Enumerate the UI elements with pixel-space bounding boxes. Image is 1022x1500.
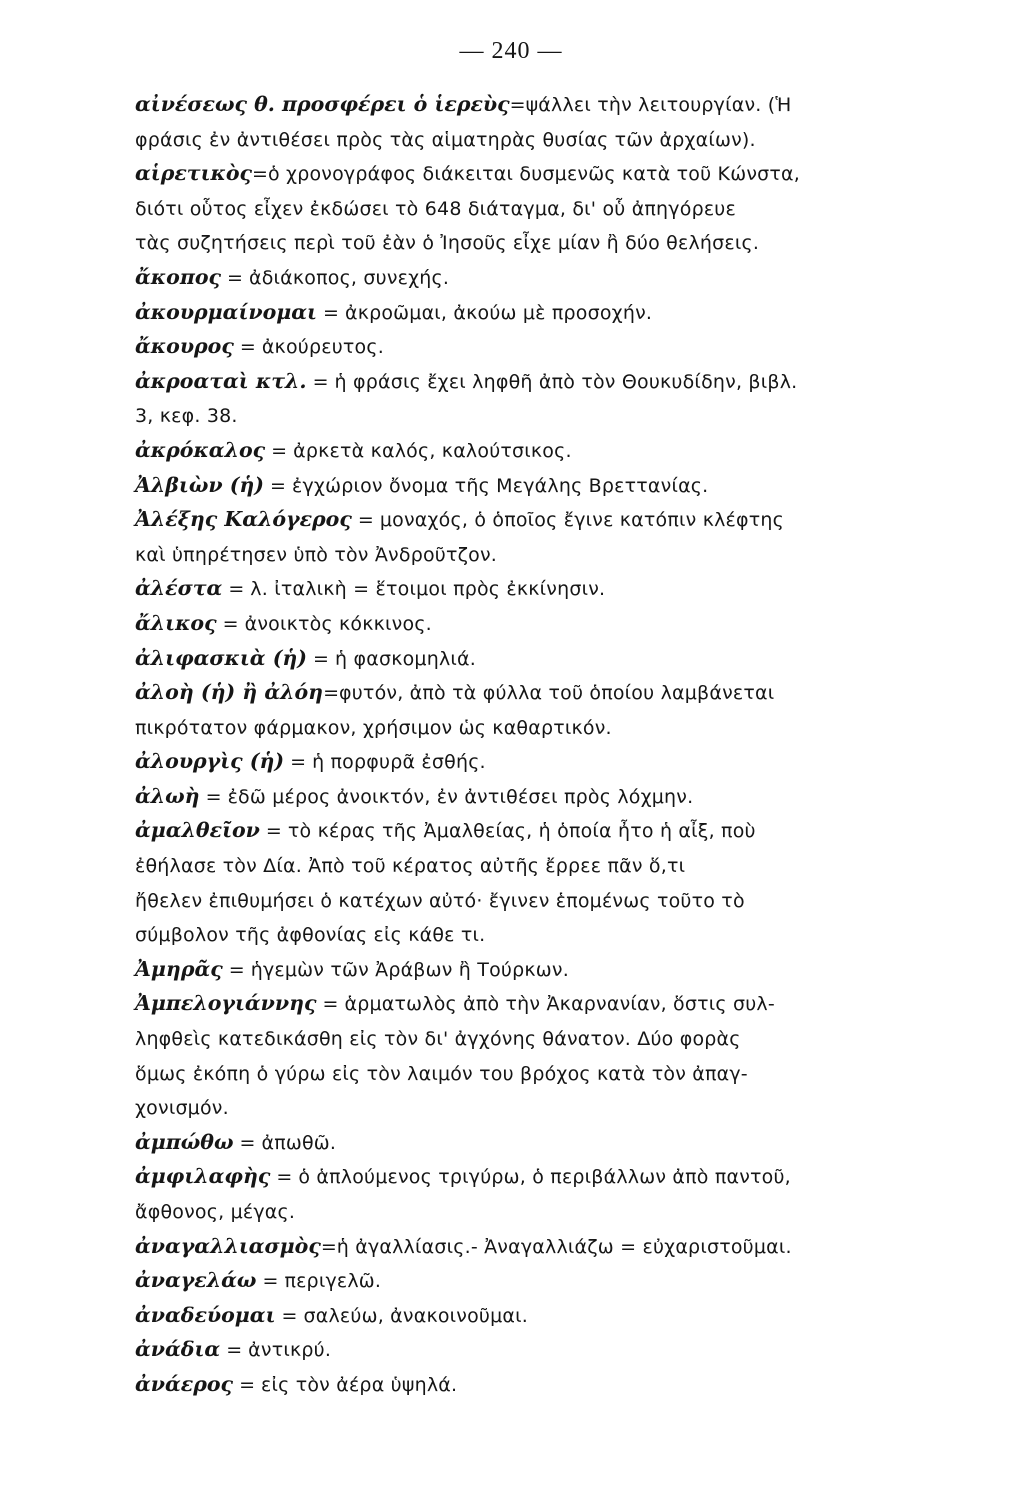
- entry-line: [135, 1195, 915, 1230]
- entry-line: [135, 261, 915, 296]
- entry-definition: πικρότατον φάρμακον, χρήσιμον ὡς καθαρτικόν.: [135, 716, 612, 739]
- entry-line: [135, 88, 915, 123]
- entry-definition: ἡγεμὼν τῶν Ἀράβων ἢ Τούρκων.: [250, 958, 569, 981]
- entry-line: [135, 849, 915, 884]
- entry-line: [135, 1230, 915, 1265]
- glossary-entry: [135, 503, 915, 572]
- entry-lemma: ἄκοπος: [135, 264, 221, 289]
- entry-line: [135, 780, 915, 815]
- entry-definition: ἡ φράσις ἔχει ληφθῆ ἀπὸ τὸν Θουκυδίδην, βιβλ.: [334, 370, 798, 393]
- entry-line: [135, 365, 915, 400]
- entry-lemma: ἀναγελάω: [135, 1268, 257, 1293]
- entry-lemma: αἰνέσεως θ. προσφέρει ὁ ἱερεὺς: [135, 92, 510, 116]
- entry-separator: =: [216, 612, 245, 635]
- entry-separator: =: [316, 993, 345, 1016]
- entry-lemma: Ἀμηρᾶς: [135, 956, 223, 981]
- entry-lemma: ἀκροαταὶ κτλ.: [135, 368, 307, 393]
- entry-lemma: Ἀλέξης Καλόγερος: [135, 507, 352, 532]
- entry-lemma: ἀναγαλλιασμὸς: [135, 1233, 321, 1258]
- glossary-entry: [135, 1333, 915, 1368]
- entry-line: [135, 918, 915, 953]
- glossary-entry: [135, 296, 915, 331]
- entry-definition: καὶ ὑπηρέτησεν ὑπὸ τὸν Ἀνδροῦτζον.: [135, 543, 498, 566]
- entry-definition: τὰς συζητήσεις περὶ τοῦ ἐὰν ὁ Ἰησοῦς εἶχε μίαν ἢ δύο θελήσεις.: [135, 232, 760, 255]
- entry-line: [135, 192, 915, 227]
- glossary-entry: [135, 88, 915, 157]
- entry-lemma: ἀνάερος: [135, 1371, 234, 1396]
- entry-definition: ἁρματωλὸς ἀπὸ τὴν Ἀκαρνανίαν, ὅστις συλ-: [344, 993, 775, 1016]
- entry-lemma: αἱρετικὸς: [135, 161, 253, 186]
- entry-definition: ἀνοικτὸς κόκκινος.: [244, 612, 432, 635]
- entry-separator: =: [233, 336, 262, 359]
- entry-separator: =: [259, 820, 288, 843]
- entry-definition: ἀντικρύ.: [248, 1339, 332, 1362]
- entry-separator: =: [270, 1166, 299, 1189]
- entry-definition: ἐγχώριον ὄνομα τῆς Μεγάλης Βρεττανίας.: [292, 474, 709, 497]
- entry-definition: χονισμόν.: [135, 1097, 229, 1120]
- glossary-entry: [135, 1299, 915, 1334]
- entry-definition: φράσις ἐν ἀντιθέσει πρὸς τὰς αἱματηρὰς θυσίας τῶν ἀρχαίων).: [135, 128, 756, 151]
- entry-separator: =: [233, 1373, 262, 1396]
- entry-definition: ἡ φασκομηλιά.: [335, 647, 476, 670]
- entry-definition: ὁ χρονογράφος διάκειται δυσμενῶς κατὰ τοῦ Κώνστα,: [267, 163, 800, 186]
- glossary-entry: [135, 1160, 915, 1229]
- entry-line: [135, 953, 915, 988]
- glossary-entry: [135, 434, 915, 469]
- entry-separator: =: [220, 1339, 249, 1362]
- entry-line: [135, 607, 915, 642]
- entry-definition: τὸ κέρας τῆς Ἀμαλθείας, ἡ ὁποία ἦτο ἡ αἶξ, ποὺ: [287, 820, 756, 843]
- entry-definition: λ. ἰταλικὴ = ἕτοιμοι πρὸς ἐκκίνησιν.: [250, 578, 606, 601]
- entry-line: [135, 572, 915, 607]
- entry-definition: ὅμως ἐκόπη ὁ γύρω εἰς τὸν λαιμόν του βρόχος κατὰ τὸν ἀπαγ-: [135, 1062, 748, 1085]
- entry-definition: ἀκούρευτος.: [261, 336, 384, 359]
- glossary-entry: [135, 1126, 915, 1161]
- entry-separator: =: [316, 301, 345, 324]
- entry-line: [135, 1091, 915, 1126]
- entry-line: [135, 676, 915, 711]
- entry-definition: σύμβολον τῆς ἀφθονίας εἰς κάθε τι.: [135, 924, 486, 947]
- entry-separator: =: [222, 578, 251, 601]
- entry-line: [135, 642, 915, 677]
- entry-lemma: ἀλιφασκιὰ (ἡ): [135, 645, 308, 670]
- glossary-entry: [135, 607, 915, 642]
- entry-definition: περιγελῶ.: [284, 1270, 382, 1293]
- entry-definition: ληφθεὶς κατεδικάσθη εἰς τὸν δι' ἀγχόνης θάνατον. Δύο φορὰς: [135, 1028, 741, 1051]
- entry-line: [135, 399, 915, 434]
- page-number: — 240 —: [459, 38, 563, 64]
- entry-definition: ἀκροῶμαι, ἀκούω μὲ προσοχήν.: [344, 301, 653, 324]
- glossary-entry: [135, 642, 915, 677]
- glossary-entry: [135, 157, 915, 261]
- glossary-entry: [135, 780, 915, 815]
- entry-separator: =: [222, 958, 251, 981]
- entry-definition: ὁ ἁπλούμενος τριγύρω, ὁ περιβάλλων ἀπὸ παντοῦ,: [298, 1166, 791, 1189]
- entry-line: [135, 469, 915, 504]
- entry-lemma: ἀλοὴ (ἡ) ἢ ἀλόη: [135, 680, 324, 705]
- entry-lemma: ἀλωὴ: [135, 783, 200, 808]
- entry-separator: =: [284, 751, 313, 774]
- entry-lemma: Ἀμπελογιάννης: [135, 991, 317, 1016]
- entry-definition: 3, κεφ. 38.: [135, 405, 238, 428]
- entry-line: [135, 503, 915, 538]
- entry-line: [135, 1057, 915, 1092]
- glossary-entries: [135, 88, 915, 1403]
- entry-lemma: ἀμαλθεῖον: [135, 818, 260, 843]
- glossary-entry: [135, 1368, 915, 1403]
- glossary-entry: [135, 261, 915, 296]
- entry-lemma: ἀνάδια: [135, 1337, 221, 1362]
- entry-line: [135, 884, 915, 919]
- entry-line: [135, 1022, 915, 1057]
- entry-lemma: ἀκουρμαίνομαι: [135, 299, 317, 324]
- entry-line: [135, 538, 915, 573]
- glossary-entry: [135, 1230, 915, 1265]
- entry-definition: ἐδῶ μέρος ἀνοικτόν, ἐν ἀντιθέσει πρὸς λόχμην.: [227, 785, 694, 808]
- entry-separator: =: [306, 370, 335, 393]
- entry-line: [135, 123, 915, 158]
- entry-lemma: ἄκουρος: [135, 334, 234, 359]
- entry-separator: =: [220, 266, 249, 289]
- entry-line: [135, 1126, 915, 1161]
- entry-definition: ψάλλει τὴν λειτουργίαν. (Ἡ: [525, 94, 792, 116]
- glossary-entry: [135, 814, 915, 952]
- entry-definition: ἡ ἀγαλλίασις.- Ἀναγαλλιάζω = εὐχαριστοῦμαι.: [336, 1235, 792, 1258]
- entry-line: [135, 745, 915, 780]
- entry-separator: =: [265, 439, 294, 462]
- entry-separator: =: [509, 94, 526, 116]
- entry-separator: =: [323, 682, 339, 705]
- entry-line: [135, 330, 915, 365]
- entry-definition: φυτόν, ἀπὸ τὰ φύλλα τοῦ ὁποίου λαμβάνεται: [339, 682, 775, 705]
- glossary-entry: [135, 365, 915, 434]
- entry-lemma: ἀμφιλαφὴς: [135, 1164, 271, 1189]
- glossary-entry: [135, 953, 915, 988]
- entry-line: [135, 296, 915, 331]
- glossary-entry: [135, 1264, 915, 1299]
- entry-line: [135, 814, 915, 849]
- glossary-entry: [135, 572, 915, 607]
- entry-separator: =: [256, 1270, 285, 1293]
- entry-definition: σαλεύω, ἀνακοινοῦμαι.: [303, 1304, 529, 1327]
- entry-lemma: ἀλέστα: [135, 576, 223, 601]
- entry-lemma: Ἀλβιὼν (ἡ): [135, 472, 264, 497]
- entry-line: [135, 1368, 915, 1403]
- glossary-entry: [135, 469, 915, 504]
- entry-definition: διότι οὗτος εἶχεν ἐκδώσει τὸ 648 διάταγμα, δι' οὗ ἀπηγόρευε: [135, 197, 736, 220]
- entry-lemma: ἀλουργὶς (ἡ): [135, 749, 285, 774]
- glossary-entry: [135, 676, 915, 745]
- entry-line: [135, 1160, 915, 1195]
- entry-lemma: ἀναδεύομαι: [135, 1302, 276, 1327]
- glossary-entry: [135, 987, 915, 1125]
- entry-line: [135, 434, 915, 469]
- entry-definition: ἀπωθῶ.: [261, 1131, 337, 1154]
- entry-lemma: ἀμπώθω: [135, 1129, 234, 1154]
- entry-definition: μοναχός, ὁ ὁποῖος ἔγινε κατόπιν κλέφτης: [379, 509, 784, 532]
- entry-definition: ἤθελεν ἐπιθυμήσει ὁ κατέχων αὐτό· ἔγινεν ἑπομένως τοῦτο τὸ: [135, 889, 745, 912]
- entry-separator: =: [320, 1235, 337, 1258]
- entry-definition: ἀρκετὰ καλός, καλούτσικος.: [293, 439, 572, 462]
- entry-definition: ἄφθονος, μέγας.: [135, 1201, 296, 1223]
- glossary-entry: [135, 745, 915, 780]
- entry-definition: ἐθήλασε τὸν Δία. Ἀπὸ τοῦ κέρατος αὐτῆς ἔρρεε πᾶν ὅ,τι: [135, 855, 686, 878]
- entry-definition: ἡ πορφυρᾶ ἐσθής.: [312, 751, 486, 774]
- entry-line: [135, 711, 915, 746]
- entry-separator: =: [252, 163, 268, 186]
- entry-lemma: ἀκρόκαλος: [135, 437, 266, 462]
- entry-separator: =: [199, 785, 228, 808]
- entry-line: [135, 157, 915, 192]
- entry-line: [135, 987, 915, 1022]
- entry-lemma: ἄλικος: [135, 610, 217, 635]
- glossary-entry: [135, 330, 915, 365]
- entry-separator: =: [351, 509, 380, 532]
- entry-line: [135, 1333, 915, 1368]
- entry-separator: =: [233, 1131, 262, 1154]
- entry-separator: =: [307, 647, 336, 670]
- entry-line: [135, 1299, 915, 1334]
- entry-separator: =: [264, 474, 292, 497]
- entry-line: [135, 1264, 915, 1299]
- entry-separator: =: [275, 1304, 304, 1327]
- entry-definition: εἰς τὸν ἀέρα ὑψηλά.: [261, 1373, 458, 1396]
- entry-line: [135, 226, 915, 261]
- entry-definition: ἀδιάκοπος, συνεχής.: [248, 266, 450, 289]
